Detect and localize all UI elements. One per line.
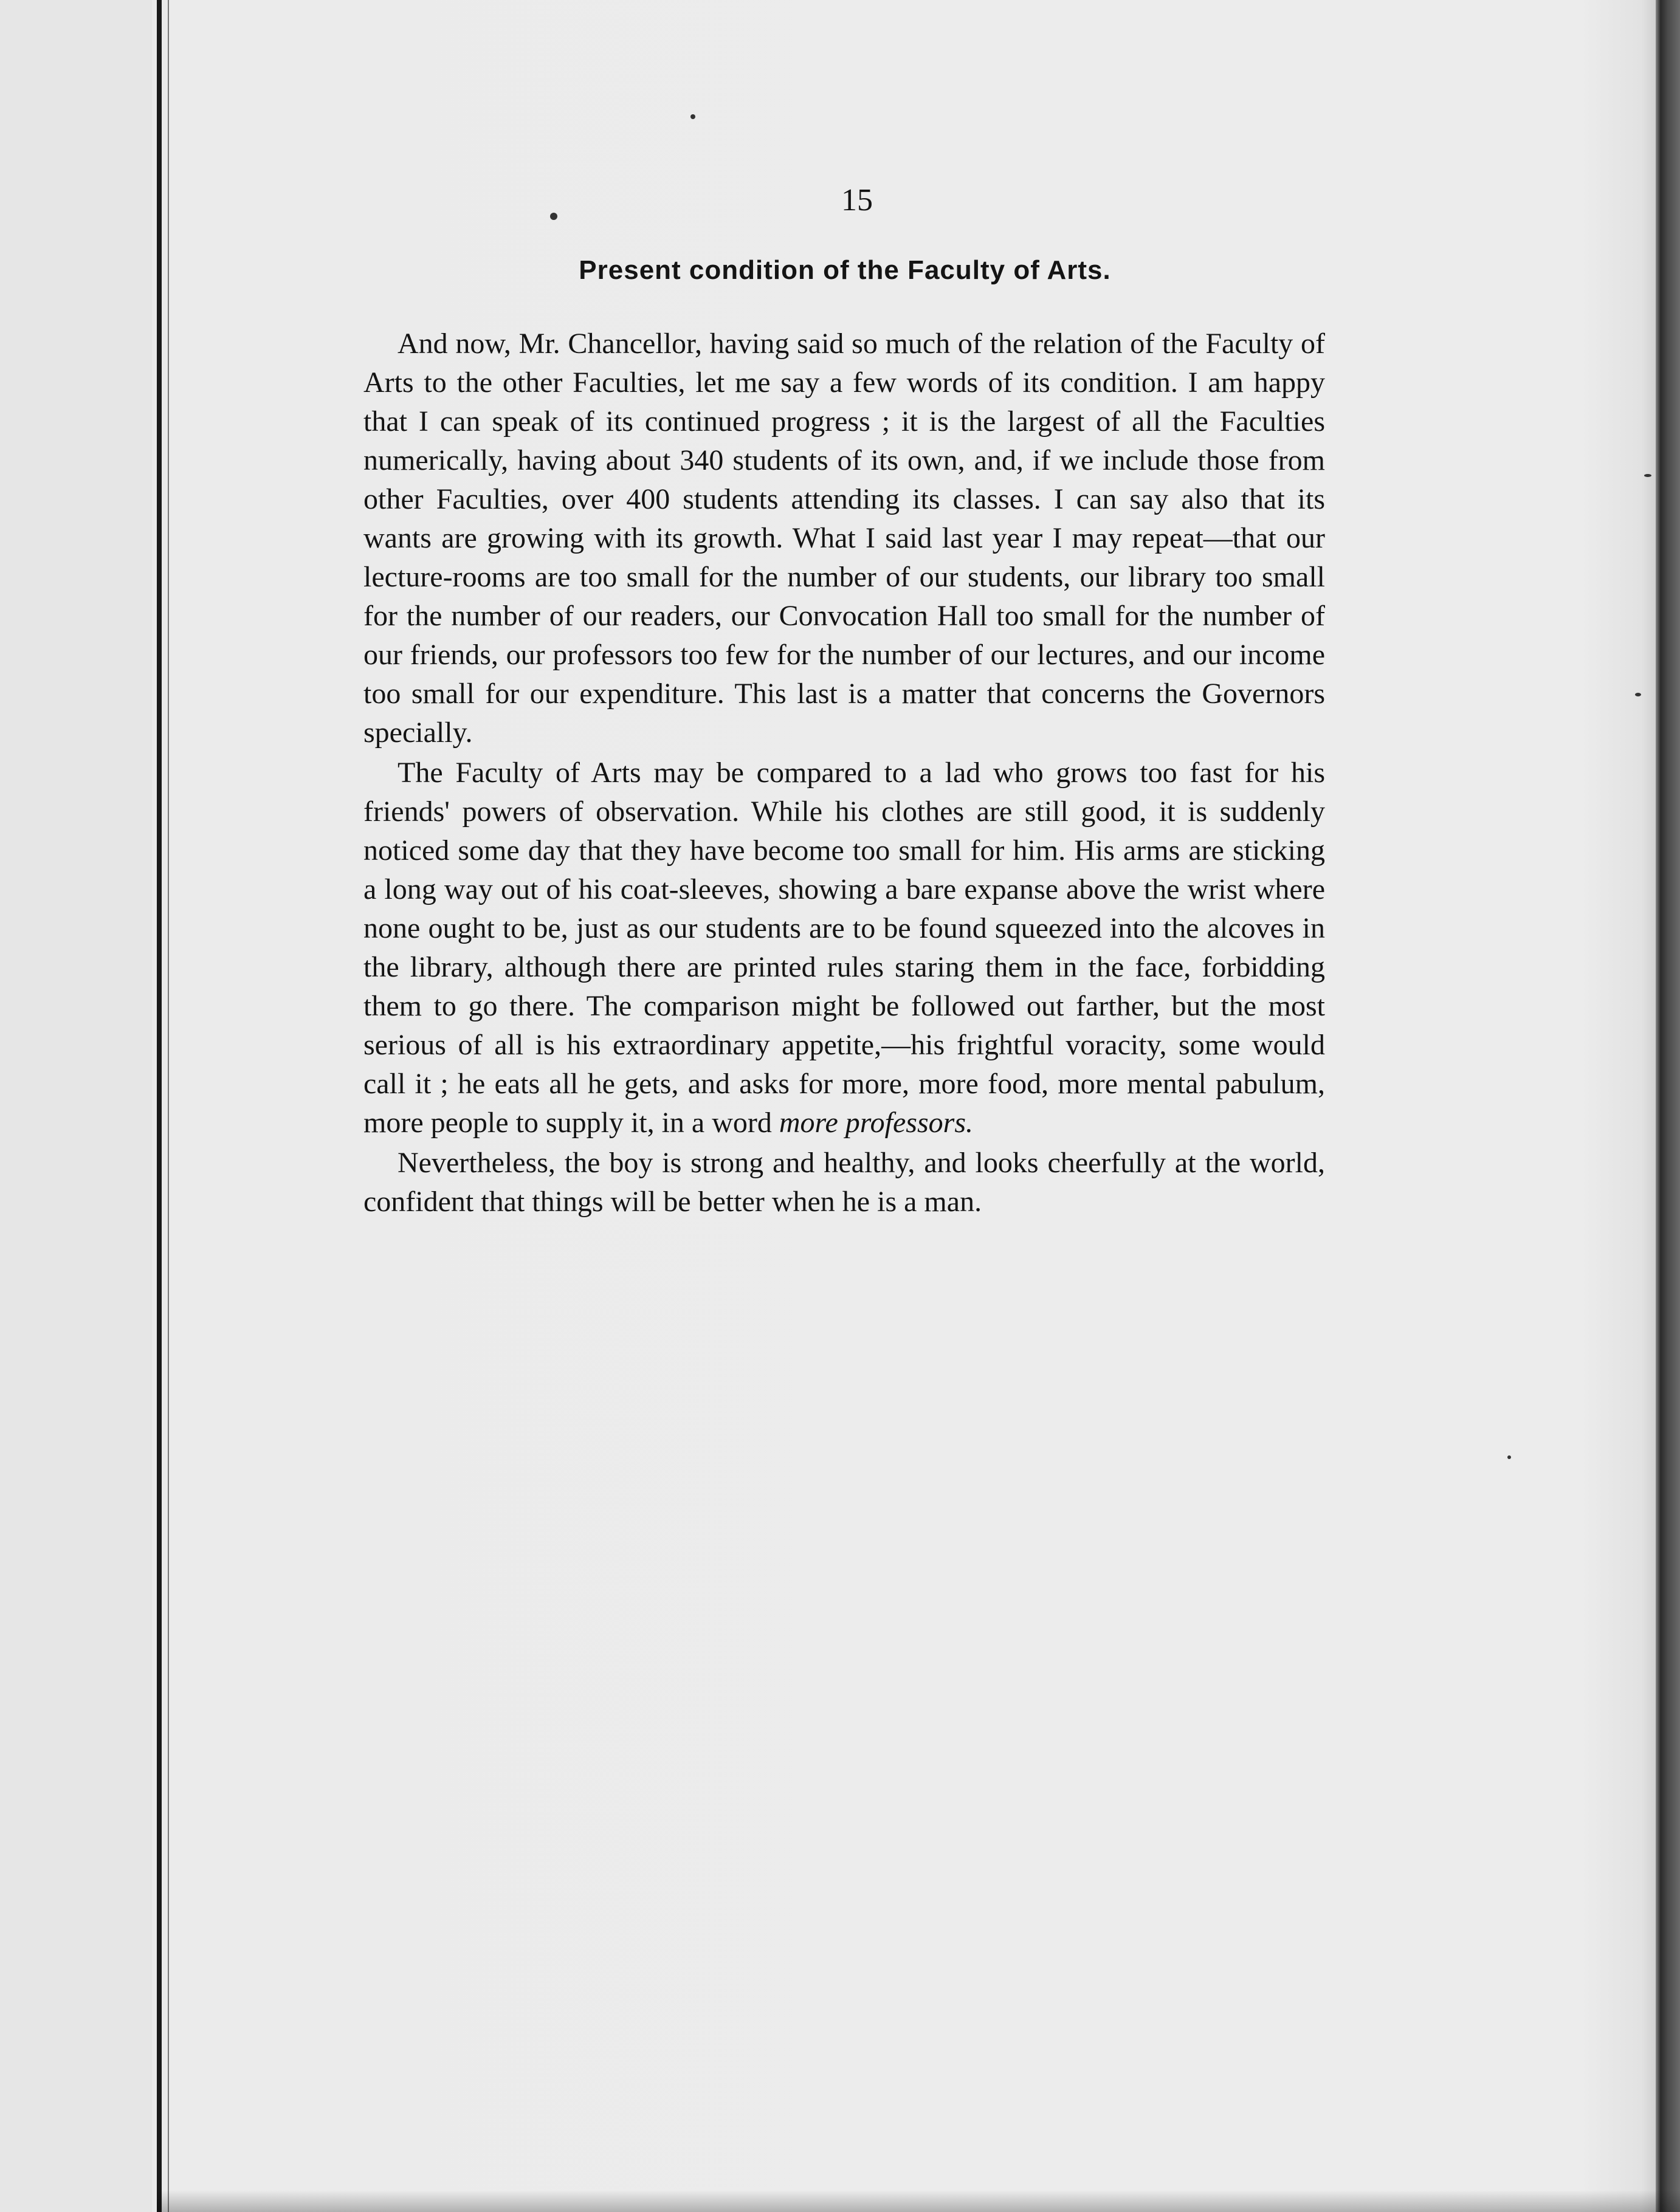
paragraph-2 (363, 754, 1325, 1142)
scan-speck (1644, 474, 1651, 477)
section-heading: Present condition of the Faculty of Arts. (579, 255, 1111, 285)
binding-edge (157, 0, 162, 2212)
scan-speck (690, 114, 695, 119)
paragraph-1: And now, Mr. Chancellor, having said so much of the relation of the Faculty of Arts to the other Faculties, let me say a few words of its condition. I am happy that I can speak of its continued progress ; it is the largest of all the Faculties numerically, having about 340 students of its own, and, if we include those from other Faculties, over 400 students attending its classes. I can say also that its wants are growing with its growth. What I said last year I may repeat—that our lecture-rooms are too small for the number of our students, our library too small for the number of our readers, our Convocation Hall too small for the number of our friends, our professors too few for the number of our lectures, and our income too small for our expenditure. This last is a matter that concerns the Governors specially. (363, 328, 1325, 749)
paragraph-3: Nevertheless, the boy is strong and healthy, and looks cheerfully at the world, confident that things will be better when he is a man. (363, 1147, 1325, 1218)
scan-speck (1507, 1455, 1511, 1459)
paragraph-2-text: The Faculty of Arts may be compared to a lad who grows too fast for his friends' powers of observation. While his clothes are still good, it is suddenly noticed some day that they have become too small for him. His arms are sticking a long way out of his coat-sleeves, showing a bare expanse above the wrist where none ought to be, just as our students are to be found squeezed into the alcoves in the library, although there are printed rules staring them in the face, forbidding them to go there. The comparison might be followed out farther, but the most serious of all is his extraordinary appetite,—his frightful voracity, some would call it ; he eats all he gets, and asks for more, more food, more mental pabulum, more people to supply it, in a word (363, 757, 1325, 1139)
body-text (363, 325, 1325, 1221)
paragraph-2-emphasis: more professors. (779, 1107, 974, 1139)
scan-speck (550, 213, 557, 220)
binding-margin (0, 0, 152, 2212)
page-bottom-edge (157, 2190, 1680, 2212)
page-right-edge (1656, 0, 1680, 2212)
binding-edge-inner (168, 0, 169, 2212)
page-number: 15 (841, 183, 873, 218)
page-right-shadow (1641, 0, 1656, 2212)
scan-speck (1635, 693, 1641, 696)
